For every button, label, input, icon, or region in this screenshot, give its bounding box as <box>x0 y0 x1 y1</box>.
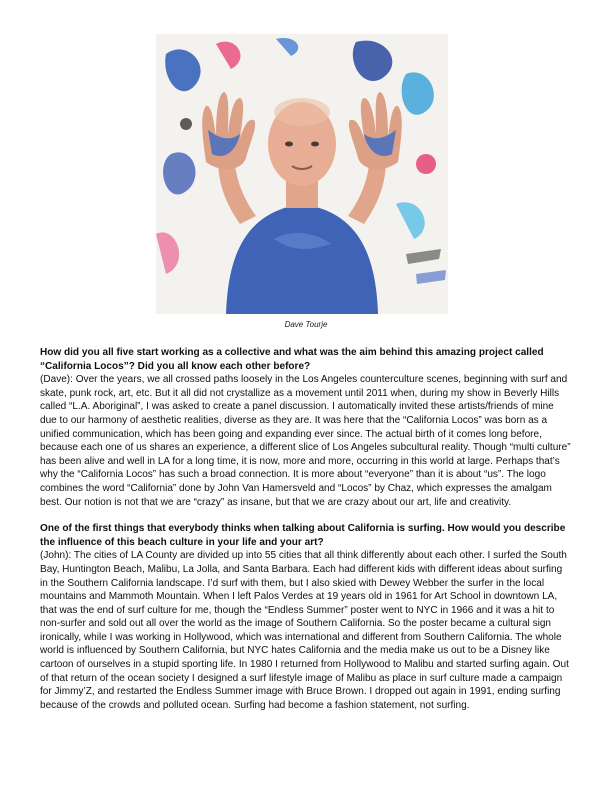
interview-question: How did you all five start working as a collective and what was the aim behind this amazing project called “California Locos”? Did you all know each other before? <box>40 347 544 372</box>
interview-answer: (John): The cities of LA County are divided up into 55 cities that all think differently about each other. I surfed the South Bay, Huntington Beach, Malibu, La Jolla, and Santa Barbara. Each had different kids with different ideas about surfing in the Southern California landscape. I’d surf with them, but I also skied with Dewey Webber the surfer in the local mountains and Mammoth Mountain. When I left Palos Verdes at 19 years old in 1961 for Art School in downtown LA, that was the end of surf culture for me, though the “Endless Summer” poster went to NYC in 1966 and it was a hit to non-surfer and sold out all over the world as the image of Southern California. So the poster became a cultural sign ironically, while I was working in Hollywood, which was international and different from Southern California. The whole world is influenced by Southern California, but NYC hates California and the media make us out to be a Disney like cartoon of ourselves in a stupid sporting life. In 1980 I returned from Hollywood to Malibu and started surfing again. Out of that return of the ocean society I designed a surf lifestyle image of Malibu as place in surf culture made a campaign for Jimmy’Z, and restarted the Endless Summer image with Bruce Brown. I dropped out again in 1991, ending surfing because of the crowds and polluted ocean. Surfing had become a fashion statement, not surfing. <box>40 550 569 711</box>
portrait-photo <box>156 34 448 314</box>
portrait-illustration <box>156 34 448 314</box>
interview-article <box>40 346 572 712</box>
photo-caption: Dave Tourje <box>284 320 328 329</box>
paragraph-spacer <box>40 509 572 522</box>
interview-question: One of the first things that everybody thinks when talking about California is surfing. How would you describe the influence of this beach culture in your life and your art? <box>40 523 566 548</box>
interview-answer: (Dave): Over the years, we all crossed paths loosely in the Los Angeles counterculture scenes, beginning with surf and skate, punk rock, art, etc. But it all did not crystallize as a movement until 2011 when, during my show in Beverly Hills called “L.A. Aboriginal”, I was asked to create a panel discussion. I automatically invited these artists/friends of mine due to our harmony of aesthetic realities, diverse as they are. It was here that the “California Locos” was born as a unified communication, which has been going and expanding ever since. The actual birth of it comes long before, because each one of us shares an experience, a different slice of Los Angeles subcultural reality. Though “multi culture” has been alive and well in LA for a long time, it is now, more and more, occurring in this world at large. Perhaps that’s why the “California Locos” has such a broad connection. It is more about “everyone” than it is about “us”. The logo combines the word “California” done by John Van Hamersveld and “Locos” by Chaz, which expresses the amalgam best. Our notion is not that we are “crazy” as insane, but that we are crazy about our art, life and creativity. <box>40 374 571 508</box>
